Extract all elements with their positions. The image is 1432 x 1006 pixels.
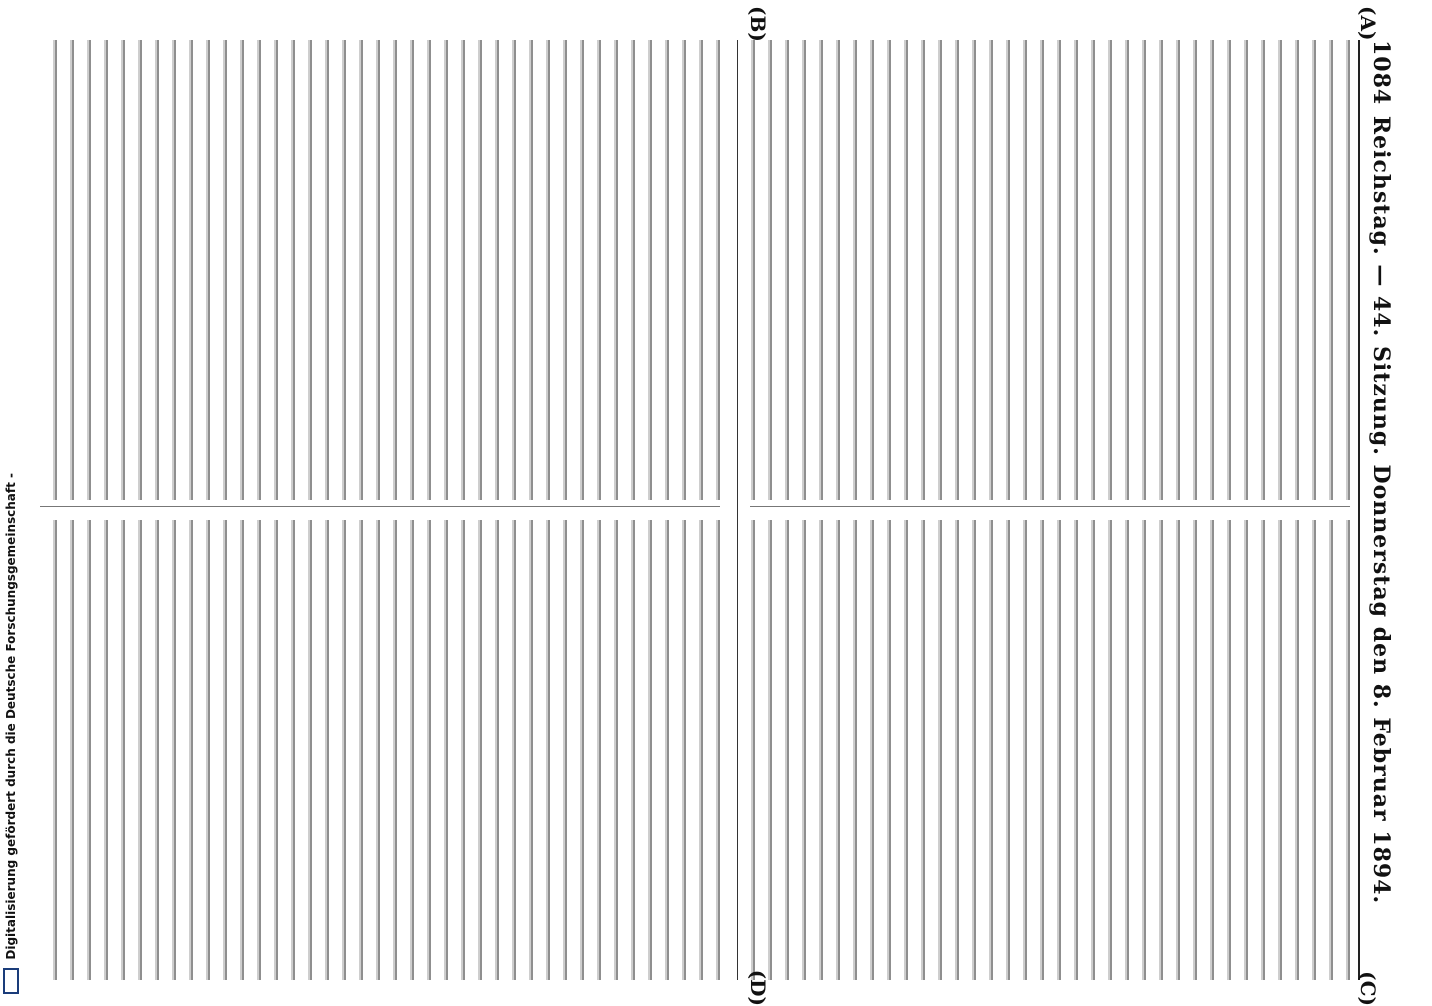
scanned-page <box>30 0 1410 1006</box>
page-header <box>1360 40 1400 980</box>
text-column-right <box>750 520 1350 980</box>
digitization-credit <box>0 0 22 1000</box>
column-gutter <box>750 506 1350 507</box>
text-column-right <box>40 520 720 980</box>
text-column-left <box>40 40 720 500</box>
credit-text: Digitalisierung gefördert durch die Deutsche Forschungsgemeinschaft - <box>4 473 18 960</box>
column-gutter <box>40 506 720 507</box>
page-title: Reichstag. — 44. Sitzung. Donnerstag den 8. Februar 1894. <box>1368 115 1394 905</box>
margin-marker-a: (A) <box>1356 6 1380 41</box>
dfg-logo-icon <box>3 968 19 994</box>
text-block-top <box>750 40 1350 980</box>
header-rule <box>1358 40 1360 980</box>
page-number: 1084 <box>1368 40 1394 106</box>
text-column-left <box>750 40 1350 500</box>
margin-marker-d: (D) <box>746 969 770 1006</box>
margin-marker-b: (B) <box>746 6 770 42</box>
section-divider <box>737 40 738 980</box>
text-block-bottom <box>40 40 720 980</box>
margin-marker-c: (C) <box>1356 971 1380 1006</box>
